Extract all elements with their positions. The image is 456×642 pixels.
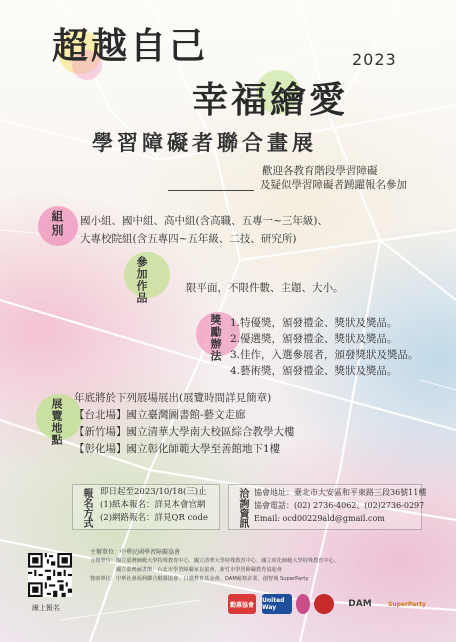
groups-label: 組別	[50, 210, 64, 238]
organizer-line: 贊助單位：中華社會福利聯合勸募協會、日盛教育基金會、DAM耐寫企業、創智城 SuperParty	[90, 576, 309, 582]
venue-item: 【彰化場】國立彰化師範大學至善館地下1樓	[74, 443, 281, 455]
award-item: 3.佳作，入選參展者，頒發獎狀及獎品。	[230, 349, 419, 361]
registration-details	[100, 486, 208, 525]
contact-address: 協會地址：臺北市大安區和平東路三段36號11樓	[254, 488, 427, 497]
awards-list	[230, 315, 419, 379]
organizers-block	[90, 548, 339, 584]
sponsor-logo-superparty: SuperParty	[388, 600, 426, 608]
venue-item: 【台北場】國立臺灣圖書館-藝文走廊	[74, 409, 246, 421]
main-title-line1: 超越自己	[52, 25, 209, 67]
sponsor-logo-foundation	[296, 594, 310, 614]
contact-phone: 協會電話：(02) 2736-4062、(02)2736-0297	[254, 501, 425, 510]
sponsor-logo-united-way-taiwan: 勸募協會	[228, 594, 256, 614]
year-label: 2023	[352, 50, 397, 69]
main-title-line2: 幸福繪愛	[192, 79, 349, 121]
groups-line-2: 大專校院組(含五專四~五年級、二技、研究所)	[80, 233, 297, 245]
works-text: 限平面，不限件數、主題、大小。	[186, 282, 344, 294]
registration-line: 即日起至2023/10/18(三)止	[100, 487, 207, 497]
exhibition-subtitle: 學習障礙者聯合畫展	[92, 130, 317, 155]
sponsor-logo-dam: DAM	[348, 599, 372, 609]
organizer-line: 主辦單位：中華民國學習障礙協會	[90, 549, 181, 556]
venue-item: 【新竹場】國立清華大學南大校區綜合教學大樓	[74, 426, 295, 438]
registration-line: (1)紙本報名：詳見本會官網	[100, 500, 206, 510]
contact-email: Email: ocd00229ald@gmail.com	[254, 514, 385, 523]
award-item: 2.優選獎，頒發禮金、獎狀及獎品。	[230, 333, 398, 345]
works-label: 參加作品	[135, 256, 148, 304]
exhibition-venues	[74, 390, 295, 458]
exhibition-label: 展覽地點	[50, 398, 63, 446]
qr-caption: 線上報名	[32, 604, 60, 612]
registration-line: (2)網路報名：詳見QR code	[100, 513, 208, 523]
contact-label: 洽詢資訊	[237, 488, 248, 528]
organizer-line: 合辦單位：國立臺灣師範大學特殊教育中心、國立清華大學特殊教育中心、國立彰化師範大學特殊教育中心、	[90, 558, 340, 564]
awards-label: 獎勵辦法	[209, 314, 222, 362]
organizer-line: 國立臺灣圖書館、台北市學習障礙家長協會、新竹市學習障礙教育協進會	[90, 567, 282, 573]
welcome-line-1: 歡迎各教育階段學習障礙	[262, 165, 378, 177]
registration-label: 報名方式	[81, 488, 92, 528]
qr-code-icon[interactable]	[28, 553, 72, 597]
groups-line-1: 國小組、國中組、高中組(含高職、五專一~三年級)、	[80, 215, 328, 227]
welcome-divider	[168, 190, 254, 191]
award-item: 4.藝術獎，頒發禮金、獎狀及獎品。	[230, 365, 398, 377]
contact-details	[254, 486, 426, 525]
sponsor-logo-united-way: United Way	[262, 594, 292, 614]
award-item: 1.特優獎，頒發禮金、獎狀及獎品。	[230, 317, 398, 329]
welcome-line-2: 及疑似學習障礙者踴躍報名參加	[260, 179, 407, 191]
welcome-message	[262, 164, 407, 192]
exhibition-intro: 年底將於下列展場展出(展覽時間詳見簡章)	[74, 392, 272, 404]
sponsor-logo-association	[314, 594, 334, 614]
